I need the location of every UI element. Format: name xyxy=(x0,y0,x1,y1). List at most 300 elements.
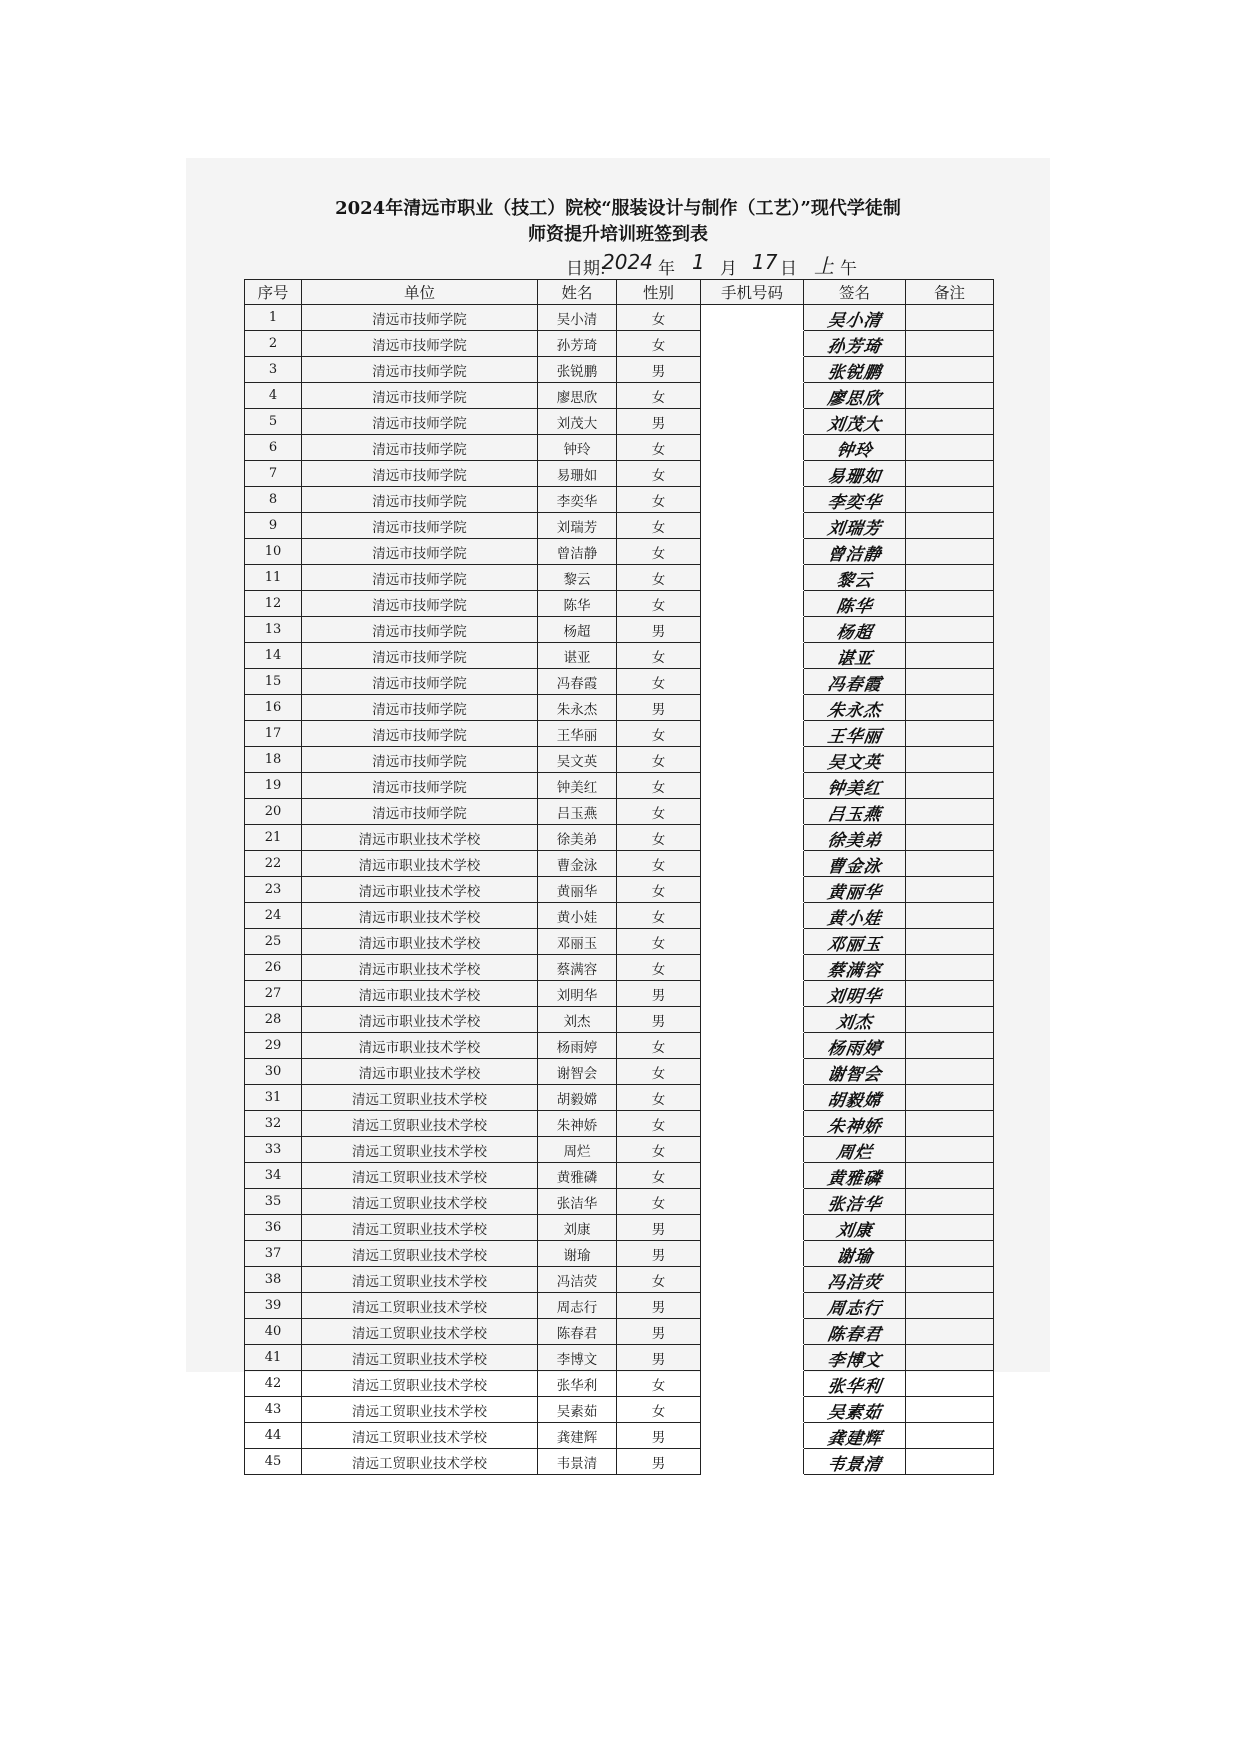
seq-cell: 33 xyxy=(245,1137,302,1163)
gender-cell: 女 xyxy=(617,565,701,591)
gender-cell: 男 xyxy=(617,1319,701,1345)
signature-cell: 徐美弟 xyxy=(802,825,908,851)
unit-cell: 清远市技师学院 xyxy=(302,513,538,539)
remark-cell xyxy=(906,331,994,357)
unit-cell: 清远市技师学院 xyxy=(302,617,538,643)
remark-cell xyxy=(906,1241,994,1267)
seq-cell: 13 xyxy=(245,617,302,643)
name-cell: 刘瑞芳 xyxy=(538,513,617,539)
table-row xyxy=(245,487,994,513)
table-row xyxy=(245,643,994,669)
gender-cell: 女 xyxy=(617,669,701,695)
signature-cell: 吴素茹 xyxy=(802,1397,908,1423)
gender-cell: 女 xyxy=(617,1397,701,1423)
name-cell: 曾洁静 xyxy=(538,539,617,565)
gender-cell: 女 xyxy=(617,643,701,669)
phone-cell xyxy=(701,695,804,721)
gender-cell: 女 xyxy=(617,331,701,357)
unit-cell: 清远工贸职业技术学校 xyxy=(302,1397,538,1423)
table-row xyxy=(245,1267,994,1293)
remark-cell xyxy=(906,1111,994,1137)
gender-cell: 女 xyxy=(617,1111,701,1137)
unit-cell: 清远工贸职业技术学校 xyxy=(302,1319,538,1345)
remark-cell xyxy=(906,929,994,955)
phone-cell xyxy=(701,1059,804,1085)
signature-cell: 吴小清 xyxy=(802,305,908,331)
date-year: 2024 xyxy=(602,250,653,274)
table-row xyxy=(245,1189,994,1215)
remark-cell xyxy=(906,1345,994,1371)
seq-cell: 36 xyxy=(245,1215,302,1241)
remark-cell xyxy=(906,461,994,487)
unit-cell: 清远市职业技术学校 xyxy=(302,825,538,851)
name-cell: 黄丽华 xyxy=(538,877,617,903)
phone-cell xyxy=(701,773,804,799)
date-day-unit: 日 xyxy=(780,259,797,279)
name-cell: 李博文 xyxy=(538,1345,617,1371)
phone-cell xyxy=(701,1397,804,1423)
remark-cell xyxy=(906,1085,994,1111)
unit-cell: 清远工贸职业技术学校 xyxy=(302,1085,538,1111)
remark-cell xyxy=(906,695,994,721)
unit-cell: 清远市技师学院 xyxy=(302,435,538,461)
signature-cell: 胡毅嫦 xyxy=(802,1085,908,1111)
gender-cell: 女 xyxy=(617,1059,701,1085)
signature-cell: 吕玉燕 xyxy=(802,799,908,825)
phone-cell xyxy=(701,357,804,383)
table-row xyxy=(245,721,994,747)
header-unit: 单位 xyxy=(302,280,538,305)
phone-cell xyxy=(701,1319,804,1345)
table-row xyxy=(245,539,994,565)
gender-cell: 女 xyxy=(617,487,701,513)
gender-cell: 女 xyxy=(617,435,701,461)
remark-cell xyxy=(906,981,994,1007)
table-row xyxy=(245,383,994,409)
header-remark: 备注 xyxy=(906,280,994,305)
unit-cell: 清远市技师学院 xyxy=(302,591,538,617)
table-row xyxy=(245,1007,994,1033)
phone-cell xyxy=(701,1241,804,1267)
name-cell: 陈华 xyxy=(538,591,617,617)
name-cell: 谢瑜 xyxy=(538,1241,617,1267)
table-row xyxy=(245,695,994,721)
table-row xyxy=(245,1033,994,1059)
header-signature: 签名 xyxy=(804,280,906,305)
name-cell: 冯春霞 xyxy=(538,669,617,695)
seq-cell: 16 xyxy=(245,695,302,721)
remark-cell xyxy=(906,1059,994,1085)
phone-cell xyxy=(701,1163,804,1189)
phone-cell xyxy=(701,1345,804,1371)
name-cell: 谌亚 xyxy=(538,643,617,669)
remark-cell xyxy=(906,1137,994,1163)
table-row xyxy=(245,1371,994,1397)
remark-cell xyxy=(906,1215,994,1241)
name-cell: 张华利 xyxy=(538,1371,617,1397)
gender-cell: 女 xyxy=(617,383,701,409)
signature-cell: 曹金泳 xyxy=(802,851,908,877)
unit-cell: 清远工贸职业技术学校 xyxy=(302,1189,538,1215)
gender-cell: 女 xyxy=(617,799,701,825)
name-cell: 易珊如 xyxy=(538,461,617,487)
phone-cell xyxy=(701,1215,804,1241)
remark-cell xyxy=(906,1007,994,1033)
signature-cell: 周烂 xyxy=(802,1137,908,1163)
signature-cell: 韦景清 xyxy=(802,1449,908,1475)
remark-cell xyxy=(906,1449,994,1475)
gender-cell: 女 xyxy=(617,513,701,539)
signature-cell: 陈华 xyxy=(802,591,908,617)
seq-cell: 2 xyxy=(245,331,302,357)
table-row xyxy=(245,903,994,929)
signature-cell: 易珊如 xyxy=(802,461,908,487)
unit-cell: 清远工贸职业技术学校 xyxy=(302,1293,538,1319)
seq-cell: 5 xyxy=(245,409,302,435)
seq-cell: 30 xyxy=(245,1059,302,1085)
seq-cell: 38 xyxy=(245,1267,302,1293)
phone-cell xyxy=(701,409,804,435)
signature-cell: 钟美红 xyxy=(802,773,908,799)
signature-cell: 杨雨婷 xyxy=(802,1033,908,1059)
unit-cell: 清远市技师学院 xyxy=(302,643,538,669)
table-row xyxy=(245,461,994,487)
title-line-2: 师资提升培训班签到表 xyxy=(528,224,708,245)
table-body xyxy=(245,305,994,1475)
seq-cell: 23 xyxy=(245,877,302,903)
gender-cell: 男 xyxy=(617,1345,701,1371)
phone-cell xyxy=(701,643,804,669)
remark-cell xyxy=(906,383,994,409)
table-row xyxy=(245,773,994,799)
table-row xyxy=(245,305,994,331)
unit-cell: 清远市技师学院 xyxy=(302,461,538,487)
gender-cell: 女 xyxy=(617,929,701,955)
seq-cell: 21 xyxy=(245,825,302,851)
gender-cell: 女 xyxy=(617,305,701,331)
name-cell: 李奕华 xyxy=(538,487,617,513)
signature-cell: 谢智会 xyxy=(802,1059,908,1085)
phone-cell xyxy=(701,981,804,1007)
gender-cell: 男 xyxy=(617,1241,701,1267)
signature-cell: 黎云 xyxy=(802,565,908,591)
remark-cell xyxy=(906,721,994,747)
seq-cell: 6 xyxy=(245,435,302,461)
sign-in-table xyxy=(244,279,994,1475)
table-row xyxy=(245,1423,994,1449)
phone-cell xyxy=(701,1085,804,1111)
phone-cell xyxy=(701,1293,804,1319)
table-row xyxy=(245,851,994,877)
phone-cell xyxy=(701,825,804,851)
seq-cell: 8 xyxy=(245,487,302,513)
unit-cell: 清远市技师学院 xyxy=(302,773,538,799)
seq-cell: 3 xyxy=(245,357,302,383)
table-row xyxy=(245,1293,994,1319)
seq-cell: 17 xyxy=(245,721,302,747)
remark-cell xyxy=(906,1189,994,1215)
table-row xyxy=(245,929,994,955)
seq-cell: 4 xyxy=(245,383,302,409)
phone-cell xyxy=(701,1111,804,1137)
seq-cell: 22 xyxy=(245,851,302,877)
table-row xyxy=(245,331,994,357)
remark-cell xyxy=(906,1267,994,1293)
gender-cell: 男 xyxy=(617,1423,701,1449)
table-row xyxy=(245,617,994,643)
name-cell: 蔡满容 xyxy=(538,955,617,981)
remark-cell xyxy=(906,955,994,981)
header-seq: 序号 xyxy=(245,280,302,305)
unit-cell: 清远市技师学院 xyxy=(302,669,538,695)
date-period-unit: 午 xyxy=(840,259,857,279)
unit-cell: 清远市技师学院 xyxy=(302,357,538,383)
gender-cell: 女 xyxy=(617,461,701,487)
name-cell: 刘杰 xyxy=(538,1007,617,1033)
gender-cell: 女 xyxy=(617,1033,701,1059)
remark-cell xyxy=(906,591,994,617)
signature-cell: 孙芳琦 xyxy=(802,331,908,357)
name-cell: 龚建辉 xyxy=(538,1423,617,1449)
table-row xyxy=(245,1449,994,1475)
remark-cell xyxy=(906,1033,994,1059)
phone-cell xyxy=(701,617,804,643)
phone-cell xyxy=(701,955,804,981)
unit-cell: 清远市技师学院 xyxy=(302,695,538,721)
seq-cell: 35 xyxy=(245,1189,302,1215)
name-cell: 冯洁荧 xyxy=(538,1267,617,1293)
signature-cell: 曾洁静 xyxy=(802,539,908,565)
gender-cell: 女 xyxy=(617,825,701,851)
date-label: 日期: xyxy=(566,259,606,279)
unit-cell: 清远工贸职业技术学校 xyxy=(302,1137,538,1163)
unit-cell: 清远工贸职业技术学校 xyxy=(302,1163,538,1189)
unit-cell: 清远市职业技术学校 xyxy=(302,877,538,903)
remark-cell xyxy=(906,617,994,643)
seq-cell: 12 xyxy=(245,591,302,617)
phone-cell xyxy=(701,1423,804,1449)
gender-cell: 男 xyxy=(617,1215,701,1241)
name-cell: 钟美红 xyxy=(538,773,617,799)
gender-cell: 男 xyxy=(617,357,701,383)
unit-cell: 清远市技师学院 xyxy=(302,383,538,409)
unit-cell: 清远工贸职业技术学校 xyxy=(302,1267,538,1293)
seq-cell: 15 xyxy=(245,669,302,695)
phone-cell xyxy=(701,1033,804,1059)
remark-cell xyxy=(906,1371,994,1397)
remark-cell xyxy=(906,409,994,435)
phone-cell xyxy=(701,1449,804,1475)
table-row xyxy=(245,1215,994,1241)
remark-cell xyxy=(906,903,994,929)
signature-cell: 冯洁荧 xyxy=(802,1267,908,1293)
name-cell: 徐美弟 xyxy=(538,825,617,851)
remark-cell xyxy=(906,825,994,851)
remark-cell xyxy=(906,799,994,825)
signature-cell: 李博文 xyxy=(802,1345,908,1371)
unit-cell: 清远工贸职业技术学校 xyxy=(302,1371,538,1397)
signature-cell: 冯春霞 xyxy=(802,669,908,695)
name-cell: 杨超 xyxy=(538,617,617,643)
table-row xyxy=(245,1111,994,1137)
name-cell: 刘明华 xyxy=(538,981,617,1007)
remark-cell xyxy=(906,1397,994,1423)
seq-cell: 42 xyxy=(245,1371,302,1397)
gender-cell: 男 xyxy=(617,1007,701,1033)
signature-cell: 陈春君 xyxy=(802,1319,908,1345)
remark-cell xyxy=(906,877,994,903)
header-name: 姓名 xyxy=(538,280,617,305)
name-cell: 刘康 xyxy=(538,1215,617,1241)
table-row xyxy=(245,825,994,851)
phone-cell xyxy=(701,669,804,695)
remark-cell xyxy=(906,1293,994,1319)
remark-cell xyxy=(906,747,994,773)
document-title xyxy=(186,196,1050,248)
table-row xyxy=(245,877,994,903)
signature-cell: 张华利 xyxy=(802,1371,908,1397)
remark-cell xyxy=(906,1163,994,1189)
seq-cell: 10 xyxy=(245,539,302,565)
signature-cell: 廖思欣 xyxy=(802,383,908,409)
phone-cell xyxy=(701,1137,804,1163)
name-cell: 张洁华 xyxy=(538,1189,617,1215)
phone-cell xyxy=(701,721,804,747)
seq-cell: 7 xyxy=(245,461,302,487)
gender-cell: 女 xyxy=(617,747,701,773)
name-cell: 周志行 xyxy=(538,1293,617,1319)
name-cell: 黄小娃 xyxy=(538,903,617,929)
signature-cell: 张洁华 xyxy=(802,1189,908,1215)
table-row xyxy=(245,565,994,591)
title-line-1: 2024年清远市职业（技工）院校“服装设计与制作（工艺）”现代学徒制 xyxy=(335,198,901,219)
remark-cell xyxy=(906,1423,994,1449)
seq-cell: 26 xyxy=(245,955,302,981)
unit-cell: 清远工贸职业技术学校 xyxy=(302,1345,538,1371)
table-row xyxy=(245,435,994,461)
name-cell: 孙芳琦 xyxy=(538,331,617,357)
seq-cell: 9 xyxy=(245,513,302,539)
name-cell: 吴文英 xyxy=(538,747,617,773)
unit-cell: 清远市技师学院 xyxy=(302,487,538,513)
phone-cell xyxy=(701,539,804,565)
remark-cell xyxy=(906,513,994,539)
gender-cell: 女 xyxy=(617,591,701,617)
signature-cell: 邓丽玉 xyxy=(802,929,908,955)
seq-cell: 28 xyxy=(245,1007,302,1033)
signature-cell: 刘瑞芳 xyxy=(802,513,908,539)
seq-cell: 19 xyxy=(245,773,302,799)
phone-cell xyxy=(701,1189,804,1215)
seq-cell: 11 xyxy=(245,565,302,591)
gender-cell: 男 xyxy=(617,1293,701,1319)
seq-cell: 34 xyxy=(245,1163,302,1189)
name-cell: 曹金泳 xyxy=(538,851,617,877)
gender-cell: 女 xyxy=(617,955,701,981)
gender-cell: 男 xyxy=(617,981,701,1007)
table-row xyxy=(245,669,994,695)
seq-cell: 20 xyxy=(245,799,302,825)
signature-cell: 谢瑜 xyxy=(802,1241,908,1267)
unit-cell: 清远市技师学院 xyxy=(302,539,538,565)
seq-cell: 1 xyxy=(245,305,302,331)
table-row xyxy=(245,1059,994,1085)
table-row xyxy=(245,591,994,617)
gender-cell: 男 xyxy=(617,409,701,435)
seq-cell: 18 xyxy=(245,747,302,773)
table-row xyxy=(245,799,994,825)
phone-cell xyxy=(701,1007,804,1033)
name-cell: 谢智会 xyxy=(538,1059,617,1085)
table-row xyxy=(245,1137,994,1163)
remark-cell xyxy=(906,1319,994,1345)
name-cell: 韦景清 xyxy=(538,1449,617,1475)
unit-cell: 清远市技师学院 xyxy=(302,305,538,331)
seq-cell: 41 xyxy=(245,1345,302,1371)
phone-cell xyxy=(701,799,804,825)
remark-cell xyxy=(906,487,994,513)
signature-cell: 刘杰 xyxy=(802,1007,908,1033)
unit-cell: 清远工贸职业技术学校 xyxy=(302,1215,538,1241)
name-cell: 杨雨婷 xyxy=(538,1033,617,1059)
gender-cell: 女 xyxy=(617,721,701,747)
signature-cell: 朱永杰 xyxy=(802,695,908,721)
name-cell: 黄雅磷 xyxy=(538,1163,617,1189)
phone-cell xyxy=(701,903,804,929)
signature-cell: 黄雅磷 xyxy=(802,1163,908,1189)
phone-cell xyxy=(701,591,804,617)
name-cell: 吴素茹 xyxy=(538,1397,617,1423)
phone-cell xyxy=(701,513,804,539)
gender-cell: 男 xyxy=(617,1449,701,1475)
phone-cell xyxy=(701,929,804,955)
date-day: 17 xyxy=(752,250,778,274)
gender-cell: 女 xyxy=(617,851,701,877)
unit-cell: 清远市技师学院 xyxy=(302,331,538,357)
date-period: 上 xyxy=(814,254,834,278)
phone-cell xyxy=(701,851,804,877)
unit-cell: 清远工贸职业技术学校 xyxy=(302,1111,538,1137)
gender-cell: 男 xyxy=(617,695,701,721)
signature-cell: 杨超 xyxy=(802,617,908,643)
unit-cell: 清远工贸职业技术学校 xyxy=(302,1423,538,1449)
date-month: 1 xyxy=(692,250,705,274)
signature-cell: 黄小娃 xyxy=(802,903,908,929)
remark-cell xyxy=(906,643,994,669)
unit-cell: 清远工贸职业技术学校 xyxy=(302,1241,538,1267)
gender-cell: 女 xyxy=(617,1267,701,1293)
signature-cell: 张锐鹏 xyxy=(802,357,908,383)
unit-cell: 清远市技师学院 xyxy=(302,565,538,591)
gender-cell: 女 xyxy=(617,539,701,565)
phone-cell xyxy=(701,877,804,903)
date-line xyxy=(566,252,866,278)
unit-cell: 清远市职业技术学校 xyxy=(302,929,538,955)
unit-cell: 清远市技师学院 xyxy=(302,747,538,773)
date-month-unit: 月 xyxy=(720,259,737,279)
table-row xyxy=(245,357,994,383)
name-cell: 廖思欣 xyxy=(538,383,617,409)
name-cell: 陈春君 xyxy=(538,1319,617,1345)
unit-cell: 清远市职业技术学校 xyxy=(302,1033,538,1059)
seq-cell: 43 xyxy=(245,1397,302,1423)
phone-cell xyxy=(701,331,804,357)
table-row xyxy=(245,981,994,1007)
phone-cell xyxy=(701,435,804,461)
unit-cell: 清远市技师学院 xyxy=(302,721,538,747)
phone-cell xyxy=(701,747,804,773)
name-cell: 钟玲 xyxy=(538,435,617,461)
